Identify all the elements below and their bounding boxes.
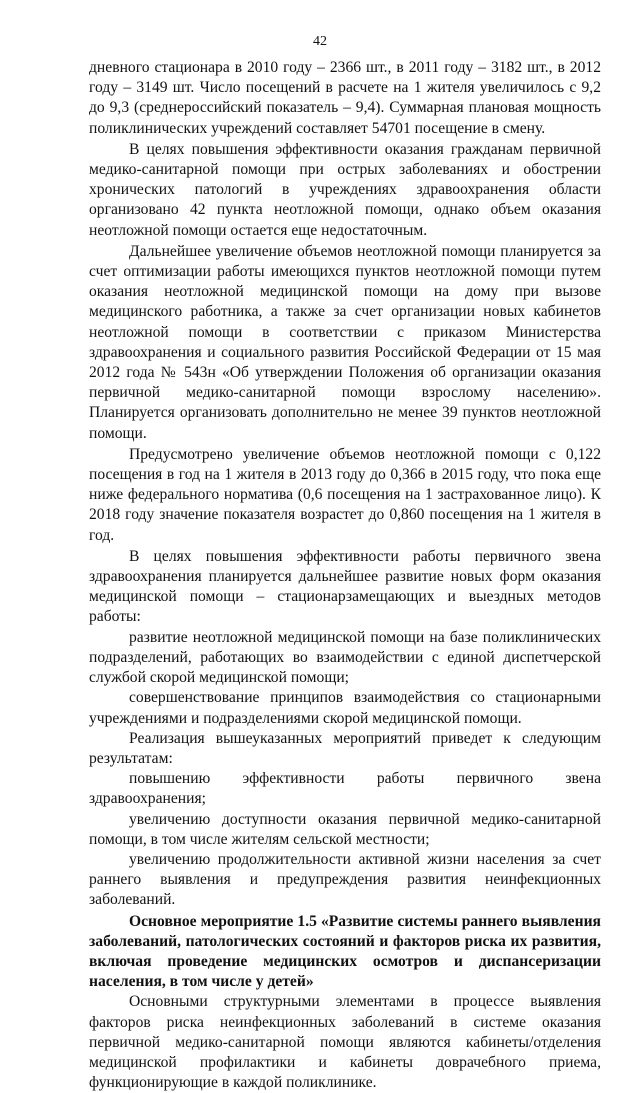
list-item-result-accessibility: увеличению доступности оказания первичной медико-санитарной помощи, в том числе жителям сельской местности; bbox=[89, 810, 601, 848]
list-item-result-efficiency: повышению эффективности работы первичного звена здравоохранения; bbox=[89, 770, 601, 808]
document-body bbox=[89, 58, 601, 1093]
list-item-result-longevity: увеличению продолжительности активной жизни населения за счет раннего выявления и предупреждения развития неинфекционных заболеваний. bbox=[89, 850, 601, 909]
list-item-emergency-development: развитие неотложной медицинской помощи на базе поликлинических подразделений, работающих во взаимодействии с единой диспетчерской службой скорой медицинской помощи; bbox=[89, 628, 601, 687]
paragraph-results-intro: Реализация вышеуказанных мероприятий приведет к следующим результатам: bbox=[89, 729, 601, 767]
paragraph-emergency-points: В целях повышения эффективности оказания гражданам первичной медико-санитарной помощи при острых заболеваниях и обострении хронических патологий в учреждениях здравоохранения области организовано 42 пункта неотложной помощи, однако объем оказания неотложной помощи остается еще недостаточным. bbox=[89, 140, 601, 239]
paragraph-day-hospital-stats: дневного стационара в 2010 году – 2366 шт., в 2011 году – 3182 шт., в 2012 году – 3149 шт. Число посещений в расчете на 1 жителя увеличилось с 9,2 до 9,3 (среднероссийский показатель – 9,4). Суммарная плановая мощность поликлинических учреждений составляет 54701 посещение в смену. bbox=[89, 59, 601, 137]
paragraph-emergency-expansion: Дальнейшее увеличение объемов неотложной помощи планируется за счет оптимизации работы имеющихся пунктов неотложной помощи путем оказания неотложной медицинской помощи на дому при вызове медицинского работника, а также за счет организации новых кабинетов неотложной помощи в соответствии с приказом Министерства здравоохранения и социального развития Российской Федерации от 15 мая 2012 года № 543н «Об утверждении Положения об организации оказания первичной медико-санитарной помощи взрослому населению». Планируется организовать дополнительно не менее 39 пунктов неотложной помощи. bbox=[89, 242, 601, 442]
paragraph-prevention-structure: Основными структурными элементами в процессе выявления факторов риска неинфекционных заболеваний в системе оказания первичной медико-санитарной помощи являются кабинеты/отделения медицинской профилактики и кабинеты доврачебного приема, функционирующие в каждой поликлинике. bbox=[89, 993, 601, 1092]
list-item-cooperation-improvement: совершенствование принципов взаимодействия со стационарными учреждениями и подразделениями скорой медицинской помощи. bbox=[89, 689, 601, 727]
section-heading-1-5: Основное мероприятие 1.5 «Развитие системы раннего выявления заболеваний, патологических состояний и факторов риска их развития, включая проведение медицинских осмотров и диспансеризации населения, в том числе у детей» bbox=[89, 912, 601, 991]
paragraph-emergency-volume: Предусмотрено увеличение объемов неотложной помощи с 0,122 посещения в год на 1 жителя в 2013 году до 0,366 в 2015 году, что пока еще ниже федерального норматива (0,6 посещения на 1 застрахованное лицо). К 2018 году значение показателя возрастет до 0,860 посещения на 1 жителя в год. bbox=[89, 445, 601, 544]
paragraph-primary-care-forms: В целях повышения эффективности работы первичного звена здравоохранения планируется дальнейшее развитие новых форм оказания медицинской помощи – стационарзамещающих и выездных методов работы: bbox=[89, 547, 601, 626]
page-number: 42 bbox=[313, 34, 327, 49]
